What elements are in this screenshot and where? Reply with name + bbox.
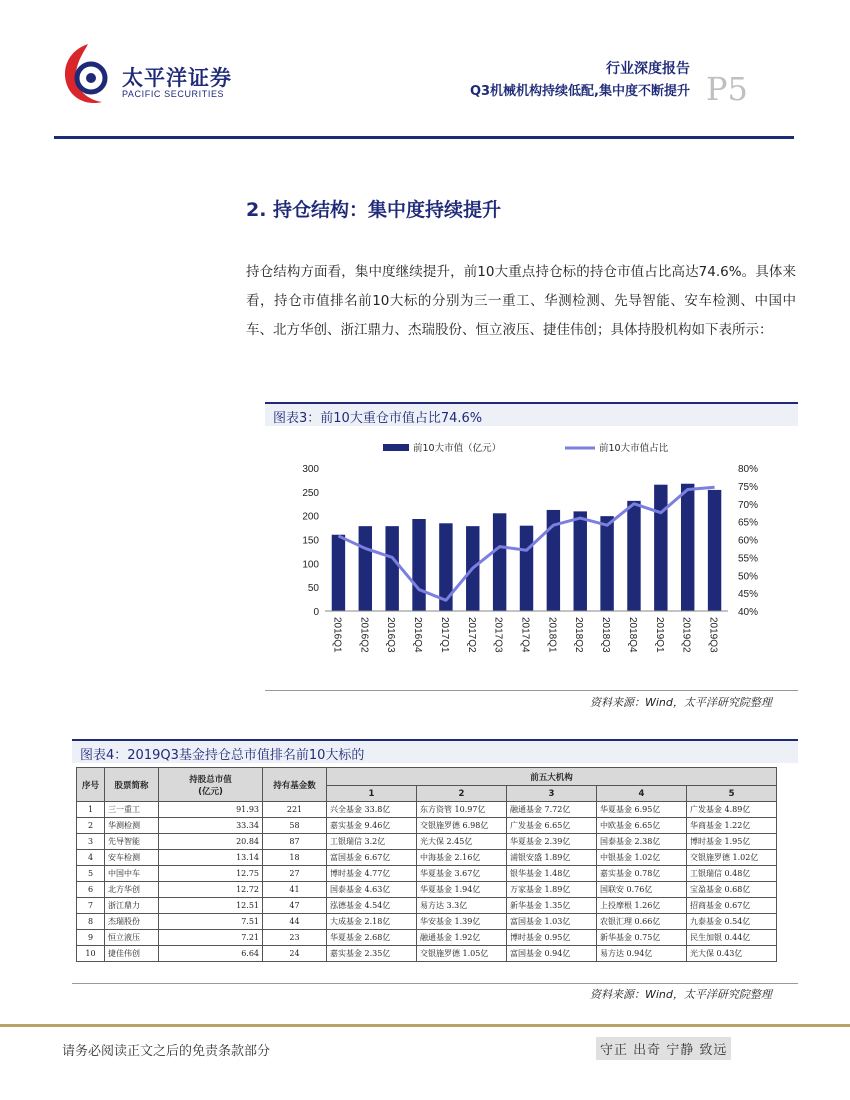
row-institution: 银华基金 1.48亿: [507, 866, 597, 882]
row-institution: 中银基金 1.02亿: [597, 850, 687, 866]
row-institution: 九泰基金 0.54亿: [687, 914, 777, 930]
footer-disclaimer: 请务必阅读正文之后的免责条款部分: [62, 1044, 271, 1059]
x-tick-label: 2019Q2: [680, 617, 692, 653]
row-value: 91.93: [159, 802, 263, 818]
table-row: [77, 882, 777, 898]
row-institution: 嘉实基金 2.35亿: [327, 946, 417, 962]
row-institution: 国泰基金 4.63亿: [327, 882, 417, 898]
row-institution: 华夏基金 2.68亿: [327, 930, 417, 946]
table-row: [77, 930, 777, 946]
row-institution: 博时基金 1.95亿: [687, 834, 777, 850]
y-right-tick-label: 80%: [738, 464, 759, 475]
row-institution: 嘉实基金 0.78亿: [597, 866, 687, 882]
row-institution: 光大保 2.45亿: [417, 834, 507, 850]
row-institution: 博时基金 4.77亿: [327, 866, 417, 882]
row-value: 12.51: [159, 898, 263, 914]
header-value: 持股总市值 (亿元): [159, 768, 263, 802]
row-seq: 4: [77, 850, 105, 866]
bar-market-value: [332, 535, 345, 611]
x-tick-label: 2016Q3: [385, 617, 397, 653]
y-right-tick-label: 45%: [738, 589, 759, 601]
figure4-title: 图表4：2019Q3基金持仓总市值排名前10大标的: [80, 748, 365, 763]
x-tick-label: 2018Q3: [600, 617, 612, 653]
row-funds: 18: [263, 850, 327, 866]
x-tick-label: 2016Q4: [412, 617, 424, 653]
x-tick-label: 2016Q1: [331, 617, 343, 653]
header-col-5: 5: [687, 786, 777, 802]
x-tick-label: 2019Q1: [653, 617, 665, 653]
x-tick-label: 2017Q4: [519, 617, 531, 653]
report-type: 行业深度报告: [606, 61, 690, 77]
header-seq: 序号: [77, 768, 105, 802]
row-institution: 广发基金 4.89亿: [687, 802, 777, 818]
y-left-tick-label: 300: [302, 464, 319, 475]
footer-motto: 守正 出奇 宁静 致远: [596, 1037, 731, 1060]
header-divider: [54, 136, 794, 139]
header-col-3: 3: [507, 786, 597, 802]
row-funds: 87: [263, 834, 327, 850]
row-name: 安车检测: [105, 850, 159, 866]
row-value: 33.34: [159, 818, 263, 834]
row-institution: 新华基金 0.75亿: [597, 930, 687, 946]
row-seq: 7: [77, 898, 105, 914]
row-value: 13.14: [159, 850, 263, 866]
table-row: [77, 914, 777, 930]
report-title: Q3机械机构持续低配,集中度不断提升: [469, 84, 690, 99]
row-institution: 宝盈基金 0.68亿: [687, 882, 777, 898]
row-institution: 东方资管 10.97亿: [417, 802, 507, 818]
logo-mark-icon: [58, 40, 118, 108]
row-institution: 交银施罗德 1.02亿: [687, 850, 777, 866]
row-value: 12.75: [159, 866, 263, 882]
row-funds: 24: [263, 946, 327, 962]
row-institution: 浦银安盛 1.89亿: [507, 850, 597, 866]
row-name: 中国中车: [105, 866, 159, 882]
bar-market-value: [627, 501, 640, 611]
row-seq: 6: [77, 882, 105, 898]
row-institution: 工银瑞信 0.48亿: [687, 866, 777, 882]
row-institution: 交银施罗德 6.98亿: [417, 818, 507, 834]
row-seq: 5: [77, 866, 105, 882]
company-logo: [58, 40, 238, 110]
section-title: 2. 持仓结构：集中度持续提升: [246, 199, 502, 221]
figure4-title-bar: [72, 739, 798, 763]
market-value-chart: [265, 430, 798, 685]
row-institution: 华夏基金 1.94亿: [417, 882, 507, 898]
row-institution: 万家基金 1.89亿: [507, 882, 597, 898]
legend-bar-swatch: [383, 444, 409, 451]
y-right-tick-label: 50%: [738, 571, 759, 583]
x-tick-label: 2017Q2: [465, 617, 477, 653]
y-left-tick-label: 100: [302, 559, 319, 571]
row-institution: 广发基金 6.65亿: [507, 818, 597, 834]
row-institution: 融通基金 1.92亿: [417, 930, 507, 946]
y-right-tick-label: 70%: [738, 499, 759, 511]
y-right-tick-label: 55%: [738, 553, 759, 565]
row-name: 恒立液压: [105, 930, 159, 946]
row-institution: 博时基金 0.95亿: [507, 930, 597, 946]
row-funds: 58: [263, 818, 327, 834]
table-row: [77, 866, 777, 882]
row-name: 北方华创: [105, 882, 159, 898]
y-left-tick-label: 150: [302, 535, 319, 547]
y-left-tick-label: 50: [307, 583, 319, 595]
row-institution: 交银施罗德 1.05亿: [417, 946, 507, 962]
row-institution: 易方达 0.94亿: [597, 946, 687, 962]
logo-chinese-name: 太平洋证券: [122, 66, 232, 90]
logo-english-name: PACIFIC SECURITIES: [122, 89, 225, 99]
bar-market-value: [385, 526, 398, 611]
header-col-4: 4: [597, 786, 687, 802]
header-funds: 持有基金数: [263, 768, 327, 802]
row-value: 12.72: [159, 882, 263, 898]
bar-market-value: [520, 526, 533, 611]
row-institution: 富国基金 1.03亿: [507, 914, 597, 930]
row-institution: 嘉实基金 9.46亿: [327, 818, 417, 834]
header-col-1: 1: [327, 786, 417, 802]
bar-market-value: [359, 526, 372, 611]
row-value: 6.64: [159, 946, 263, 962]
row-institution: 民生加银 0.44亿: [687, 930, 777, 946]
row-institution: 华夏基金 3.67亿: [417, 866, 507, 882]
row-institution: 农银汇理 0.66亿: [597, 914, 687, 930]
table-row: [77, 834, 777, 850]
header-col-2: 2: [417, 786, 507, 802]
legend-line-label: 前10大市值占比: [599, 443, 669, 454]
row-name: 华测检测: [105, 818, 159, 834]
footer-divider: [0, 1024, 850, 1027]
y-right-tick-label: 65%: [738, 517, 759, 529]
row-institution: 工银瑞信 3.2亿: [327, 834, 417, 850]
y-right-tick-label: 40%: [738, 607, 759, 618]
row-value: 20.84: [159, 834, 263, 850]
x-tick-label: 2019Q3: [707, 617, 719, 653]
row-seq: 8: [77, 914, 105, 930]
section-paragraph: 持仓结构方面看，集中度继续提升，前10大重点持仓标的持仓市值占比高达74.6%。具体来看，持仓市值排名前10大标的分别为三一重工、华测检测、先导智能、安车检测、中国中车、北方华创、浙江鼎力、杰瑞股份、恒立液压、捷佳伟创；具体持股机构如下表所示：: [246, 264, 796, 338]
row-funds: 23: [263, 930, 327, 946]
figure4-source: 资料来源：Wind，太平洋研究院整理: [590, 988, 772, 1001]
bar-market-value: [600, 516, 613, 611]
x-tick-label: 2016Q2: [358, 617, 370, 653]
holdings-table: [76, 767, 777, 962]
row-name: 捷佳伟创: [105, 946, 159, 962]
row-value: 7.21: [159, 930, 263, 946]
row-name: 杰瑞股份: [105, 914, 159, 930]
table-row: [77, 850, 777, 866]
bar-market-value: [708, 490, 721, 611]
x-tick-label: 2018Q2: [573, 617, 585, 653]
x-tick-label: 2017Q1: [438, 617, 450, 653]
report-header: [470, 58, 690, 99]
bar-market-value: [574, 511, 587, 611]
figure4-source-divider: [72, 983, 798, 984]
row-institution: 国泰基金 2.38亿: [597, 834, 687, 850]
row-name: 三一重工: [105, 802, 159, 818]
row-name: 先导智能: [105, 834, 159, 850]
bar-market-value: [654, 485, 667, 611]
page-number: P5: [706, 70, 748, 108]
row-institution: 泓德基金 4.54亿: [327, 898, 417, 914]
table-row: [77, 946, 777, 962]
table-row: [77, 802, 777, 818]
y-left-tick-label: 0: [313, 607, 319, 618]
row-institution: 富国基金 0.94亿: [507, 946, 597, 962]
row-funds: 44: [263, 914, 327, 930]
bar-market-value: [493, 513, 506, 611]
x-tick-label: 2018Q1: [546, 617, 558, 653]
table-row: [77, 818, 777, 834]
bar-market-value: [412, 519, 425, 611]
figure3-source-divider: [265, 690, 798, 691]
header-top5: 前五大机构: [327, 768, 777, 786]
row-institution: 中欧基金 6.65亿: [597, 818, 687, 834]
bar-market-value: [681, 484, 694, 611]
row-funds: 27: [263, 866, 327, 882]
y-left-tick-label: 250: [302, 487, 319, 499]
header-name: 股票简称: [105, 768, 159, 802]
figure3-title: 图表3：前10大重仓市值占比74.6%: [273, 411, 483, 426]
row-funds: 221: [263, 802, 327, 818]
figure3-title-bar: [265, 402, 798, 426]
y-right-tick-label: 75%: [738, 481, 759, 493]
row-institution: 融通基金 7.72亿: [507, 802, 597, 818]
row-institution: 富国基金 6.67亿: [327, 850, 417, 866]
row-institution: 大成基金 2.18亿: [327, 914, 417, 930]
row-institution: 易方达 3.3亿: [417, 898, 507, 914]
row-institution: 华商基金 1.22亿: [687, 818, 777, 834]
row-institution: 新华基金 1.35亿: [507, 898, 597, 914]
row-institution: 上投摩根 1.26亿: [597, 898, 687, 914]
row-institution: 中海基金 2.16亿: [417, 850, 507, 866]
row-seq: 1: [77, 802, 105, 818]
y-left-tick-label: 200: [302, 511, 319, 523]
y-right-tick-label: 60%: [738, 535, 759, 547]
row-institution: 华夏基金 2.39亿: [507, 834, 597, 850]
row-seq: 2: [77, 818, 105, 834]
row-seq: 10: [77, 946, 105, 962]
row-funds: 47: [263, 898, 327, 914]
row-seq: 3: [77, 834, 105, 850]
row-institution: 华夏基金 6.95亿: [597, 802, 687, 818]
row-seq: 9: [77, 930, 105, 946]
figure3-source: 资料来源：Wind，太平洋研究院整理: [590, 696, 772, 709]
row-institution: 招商基金 0.67亿: [687, 898, 777, 914]
row-institution: 兴全基金 33.8亿: [327, 802, 417, 818]
x-tick-label: 2018Q4: [626, 617, 638, 653]
row-name: 浙江鼎力: [105, 898, 159, 914]
row-institution: 华安基金 1.39亿: [417, 914, 507, 930]
x-tick-label: 2017Q3: [492, 617, 504, 653]
legend-bar-label: 前10大市值（亿元）: [413, 443, 502, 454]
table-row: [77, 898, 777, 914]
row-institution: 国联安 0.76亿: [597, 882, 687, 898]
row-institution: 光大保 0.43亿: [687, 946, 777, 962]
row-funds: 41: [263, 882, 327, 898]
row-value: 7.51: [159, 914, 263, 930]
